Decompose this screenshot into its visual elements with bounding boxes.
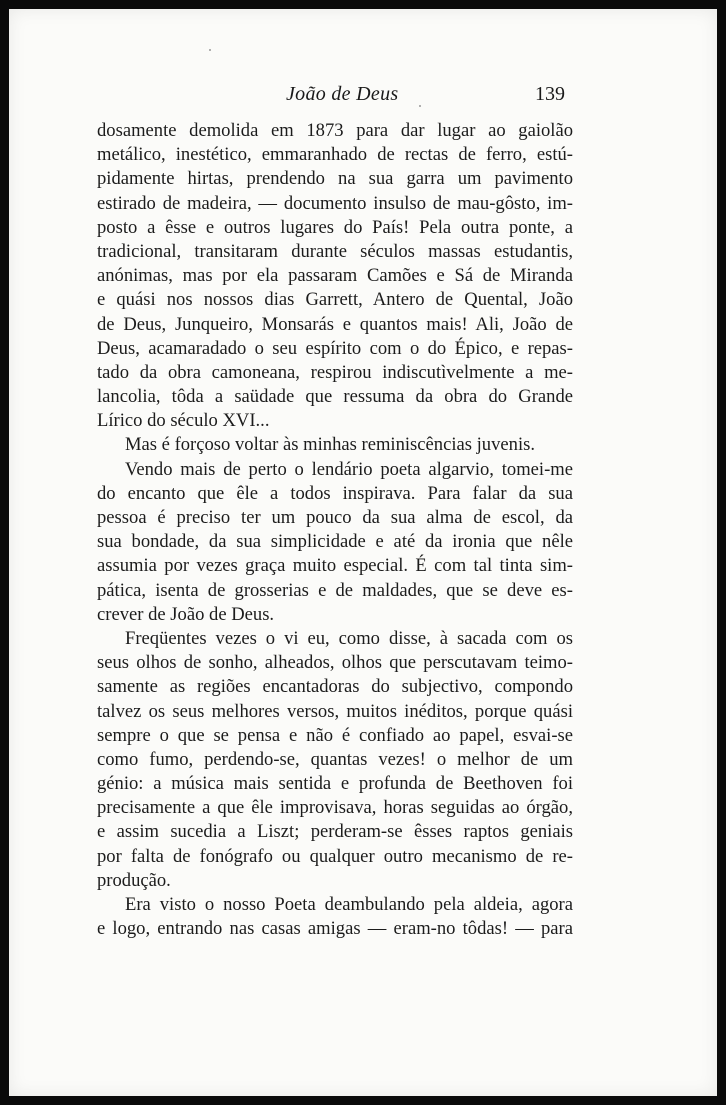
text-line: e logo, entrando nas casas amigas — eram-no tôdas! — para: [97, 918, 573, 940]
text-line: estirado de madeira, — documento insulso de mau-gôsto, im-: [97, 192, 573, 214]
text-line: talvez os seus melhores versos, muitos inéditos, porque quási: [97, 700, 573, 722]
text-line: posto a êsse e outros lugares do País! Pela outra ponte, a: [97, 216, 573, 238]
running-header: [9, 79, 717, 107]
text-line: sempre o que se pensa e não é confiado ao papel, esvai-se: [97, 724, 573, 746]
text-line: e quási nos nossos dias Garrett, Antero de Quental, João: [97, 289, 573, 311]
running-title: João de Deus: [286, 83, 399, 105]
text-line: pidamente hirtas, prendendo na sua garra um pavimento: [97, 168, 573, 190]
page-number: 139: [535, 83, 565, 105]
text-line: pessoa é preciso ter um pouco da sua alma de escol, da: [97, 507, 573, 528]
text-line: assumia por vezes graça muito especial. É com tal tinta sim-: [97, 555, 573, 577]
paper-speck: [419, 105, 421, 107]
text-line: sua bondade, da sua simplicidade e até da ironia que nêle: [97, 531, 573, 553]
text-line: tradicional, transitaram durante séculos massas estudantis,: [97, 240, 573, 262]
text-line: do encanto que êle a todos inspirava. Para falar da sua: [97, 482, 573, 504]
text-line: génio: a música mais sentida e profunda de Beethoven foi: [97, 773, 573, 795]
text-line: tado da obra camoneana, respirou indiscutìvelmente a me-: [97, 361, 573, 383]
text-line: metálico, inestético, emmaranhado de rectas de ferro, estú-: [97, 144, 573, 166]
text-line: samente as regiões encantadoras do subjectivo, compondo: [97, 676, 573, 698]
body-text: [97, 119, 573, 941]
text-line: Era visto o nosso Poeta deambulando pela aldeia, agora: [125, 894, 573, 915]
text-line: seus olhos de sonho, alheados, olhos que perscutavam teimo-: [97, 652, 573, 674]
text-line: Freqüentes vezes o vi eu, como disse, à sacada com os: [125, 627, 573, 649]
text-line: pática, isenta de grosserias e de maldades, que se deve es-: [97, 579, 573, 601]
book-page: [9, 9, 717, 1096]
text-line: precisamente a que êle improvisava, horas seguidas ao órgão,: [97, 797, 573, 819]
text-line: Mas é forçoso voltar às minhas reminiscências juvenis.: [125, 434, 535, 456]
text-line: lancolia, tôda a saüdade que ressuma da obra do Grande: [97, 386, 573, 408]
text-line: produção.: [97, 869, 171, 891]
text-line: crever de João de Deus.: [97, 603, 275, 625]
text-line: por falta de fonógrafo ou qualquer outro mecanismo de re-: [97, 845, 573, 867]
text-line: Deus, acamaradado o seu espírito com o do Épico, e repas-: [97, 337, 573, 359]
text-line: de Deus, Junqueiro, Monsarás e quantos mais! Ali, João de: [97, 313, 573, 335]
text-line: e assim sucedia a Liszt; perderam-se êsses raptos geniais: [97, 821, 573, 843]
text-line: como fumo, perdendo-se, quantas vezes! o melhor de um: [97, 748, 573, 770]
text-line: Lírico do século XVI...: [97, 410, 270, 432]
text-line: Vendo mais de perto o lendário poeta algarvio, tomei-me: [125, 458, 573, 480]
paper-speck: [209, 49, 211, 51]
text-line: anónimas, mas por ela passaram Camões e Sá de Miranda: [97, 265, 573, 287]
text-line: dosamente demolida em 1873 para dar lugar ao gaiolão: [97, 120, 573, 141]
